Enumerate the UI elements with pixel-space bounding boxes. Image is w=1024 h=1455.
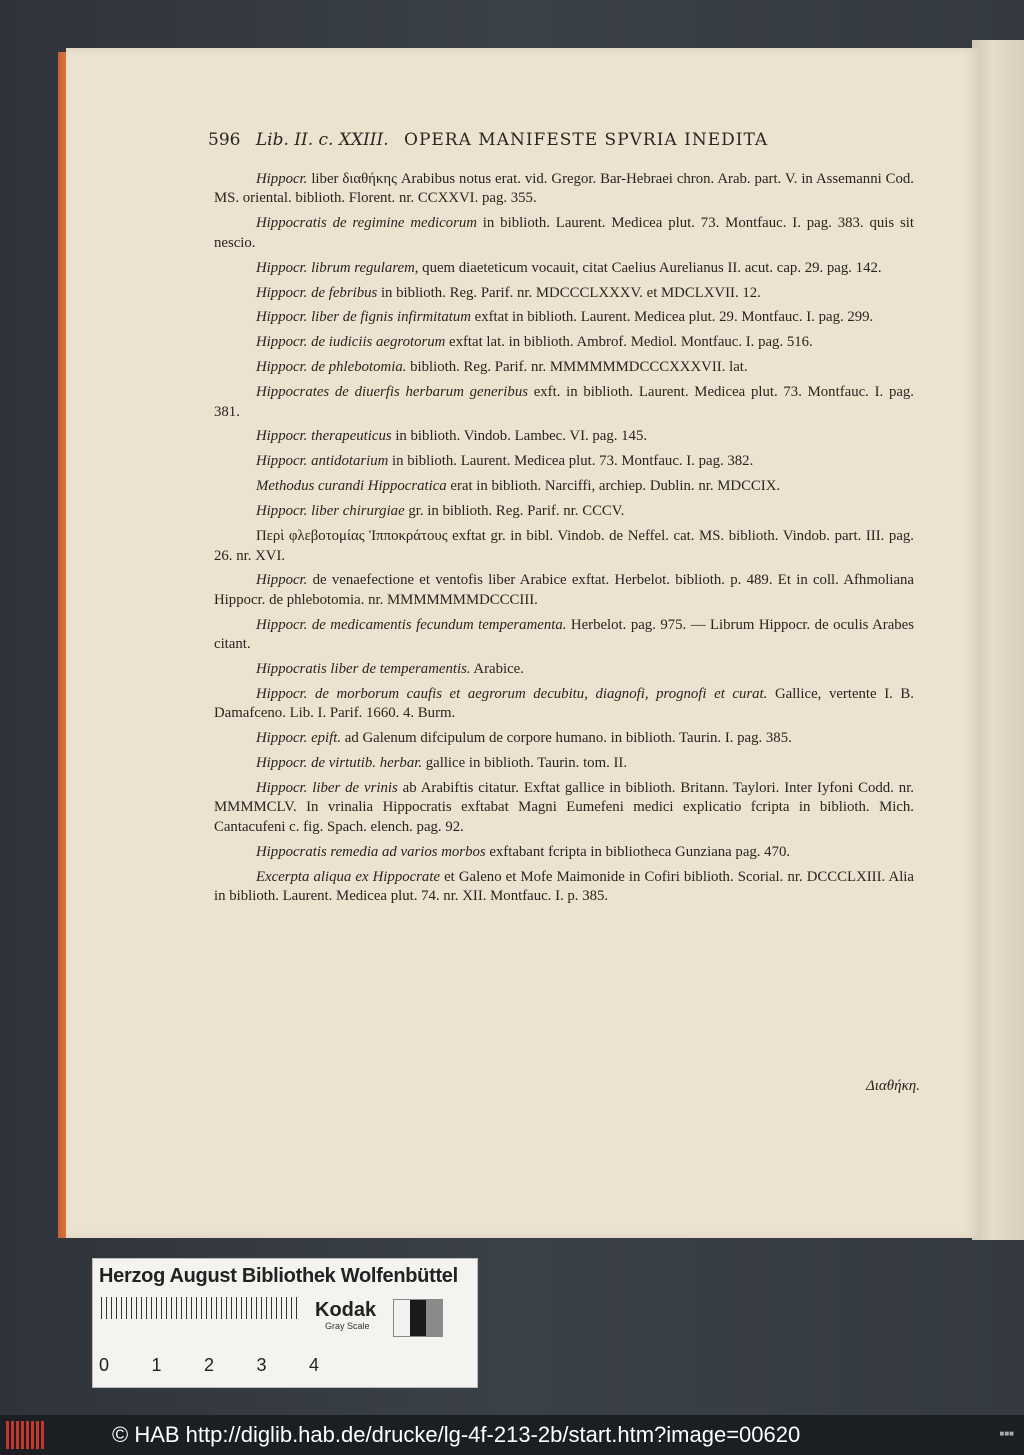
entry-text: quem diaeteticum vocauit, citat Caelius Aurelianus II. acut. cap. 29. pag. 142. xyxy=(418,259,882,276)
bibliography-entry xyxy=(214,333,914,352)
swatch-black xyxy=(410,1300,426,1336)
bibliography-entry xyxy=(214,527,914,566)
bibliography-entry xyxy=(214,502,914,521)
entry-title: Hippocr. de morborum caufis et aegrorum decubitu, diagnofi, prognofi et curat. xyxy=(256,685,768,702)
bibliography-entry xyxy=(214,477,914,496)
bibliography-entry xyxy=(214,284,914,303)
entry-text: exftat in biblioth. Laurent. Medicea plut. 29. Montfauc. I. pag. 299. xyxy=(470,309,874,326)
bibliography-entry xyxy=(214,259,914,278)
kodak-logo: Kodak xyxy=(315,1299,377,1321)
entry-title: Hippocr. antidotarium xyxy=(256,453,389,470)
library-name: Herzog August Bibliothek Wolfenbüttel xyxy=(99,1265,458,1287)
entry-title: Hippocratis liber de temperamentis. xyxy=(256,661,471,678)
running-head xyxy=(208,130,778,150)
ruler-number: 4 xyxy=(308,1355,319,1375)
entry-title: Hippocr. therapeuticus xyxy=(256,428,392,445)
entry-text: Περὶ φλεβοτομίας Ἱπποκράτους exftat gr. in bibl. Vindob. de Neffel. cat. MS. biblioth. Vindob. part. III. pag. 26. nr. XVI. xyxy=(214,528,914,564)
page-number: 596 xyxy=(208,130,241,150)
entry-text: gr. in biblioth. Reg. Parif. nr. CCCV. xyxy=(404,503,625,520)
entry-text: ad Galenum difcipulum de corpore humano. in biblioth. Taurin. I. pag. 385. xyxy=(341,730,792,747)
entry-title: Hippocr. de febribus xyxy=(256,284,378,301)
entry-text: exftabant fcripta in bibliotheca Gunziana pag. 470. xyxy=(485,843,791,860)
entry-text: erat in biblioth. Narciffi, archiep. Dublin. nr. MDCCIX. xyxy=(446,478,781,495)
bibliography-entry xyxy=(214,729,914,748)
entry-text: Herbelot. pag. 975. — Librum Hippocr. de oculis Arabes citant. xyxy=(214,616,914,653)
entry-title: Hippocr. xyxy=(256,572,308,589)
footer-marks: ■■■ xyxy=(999,1429,1014,1438)
color-calibration-card xyxy=(92,1258,478,1388)
ruler-number: 1 xyxy=(151,1355,162,1375)
entry-text: liber διαθήκης Arabibus notus erat. vid. Gregor. Bar-Hebraei chron. Arab. part. V. in Assemanni Cod. MS. oriental. biblioth. Florent. nr. CCXXVI. pag. 355. xyxy=(214,171,914,207)
entry-text: Arabice. xyxy=(470,661,524,678)
bibliography-entry xyxy=(214,571,914,610)
swatch-gray xyxy=(426,1300,442,1336)
entry-title: Hippocr. librum regularem, xyxy=(256,259,419,276)
source-url[interactable]: © HAB http://diglib.hab.de/drucke/lg-4f-213-2b/start.htm?image=00620 xyxy=(112,1422,801,1447)
bibliography-entry xyxy=(214,358,914,377)
entry-text: Gallice, vertente I. B. Damafceno. Lib. I. Parif. 1660. 4. Burm. xyxy=(214,685,914,722)
entry-title: Hippocr. liber de fignis infirmitatum xyxy=(256,309,471,326)
catchword: Διαθήκη. xyxy=(865,1078,920,1094)
entry-text: biblioth. Reg. Parif. nr. MMMMMMDCCCXXXVII. lat. xyxy=(406,359,748,376)
entry-title: Hippocr. de medicamentis fecundum temperamenta. xyxy=(256,616,567,633)
ruler-number: 2 xyxy=(203,1355,214,1375)
ruler-number: 0 xyxy=(99,1355,110,1375)
book-reference: Lib. II. c. XXIII. xyxy=(255,130,389,150)
bibliography-entry xyxy=(214,754,914,773)
entry-text: gallice in biblioth. Taurin. tom. II. xyxy=(422,755,628,772)
entry-text: in biblioth. Laurent. Medicea plut. 73. Montfauc. I. pag. 383. quis sit nescio. xyxy=(214,215,914,251)
entry-title: Hippocrates de diuerfis herbarum generibus xyxy=(256,384,528,401)
body-text xyxy=(214,170,914,912)
entry-text: exftat lat. in biblioth. Ambrof. Mediol. Montfauc. I. pag. 516. xyxy=(445,334,813,351)
hab-logo-icon xyxy=(6,1421,46,1449)
gray-scale-label: Gray Scale xyxy=(325,1321,370,1331)
bibliography-entry xyxy=(214,383,914,422)
bibliography-entry xyxy=(214,616,914,655)
bibliography-entry xyxy=(214,660,914,679)
ruler-number: 3 xyxy=(256,1355,267,1375)
footer-bar xyxy=(0,1415,1024,1455)
entry-title: Hippocr. epift. xyxy=(256,730,342,747)
entry-title: Excerpta aliqua ex Hippocrate xyxy=(256,868,441,885)
swatch-white xyxy=(394,1300,410,1336)
entry-text: in biblioth. Vindob. Lambec. VI. pag. 145. xyxy=(391,428,648,445)
bibliography-entry xyxy=(214,427,914,446)
entry-title: Hippocratis de regimine medicorum xyxy=(256,215,477,232)
entry-title: Hippocr. liber de vrinis xyxy=(256,780,398,797)
bibliography-entry xyxy=(214,452,914,471)
bibliography-entry xyxy=(214,685,914,724)
entry-text: ab Arabiftis citatur. Exftat gallice in biblioth. Britann. Taylori. Inter Iyfoni Codd. nr. MMMMCLV. In vrinalia Hippocratis exftabat Magni Eumefeni medici explicatio fcripta in biblioth. Mich. Cantacufeni c. fig. Spach. elench. pag. 92. xyxy=(214,780,915,835)
gray-swatches xyxy=(393,1299,443,1337)
entry-text: et Galeno et Mofe Maimonide in Cofiri biblioth. Scorial. nr. DCCCLXIII. Alia in biblioth. Laurent. Medicea plut. 74. nr. XII. Montfauc. I. p. 385. xyxy=(214,868,914,905)
entry-title: Hippocr. liber chirurgiae xyxy=(256,503,405,520)
entry-text: in biblioth. Laurent. Medicea plut. 73. Montfauc. I. pag. 382. xyxy=(388,453,754,470)
entry-text: exft. in biblioth. Laurent. Medicea plut. 73. Montfauc. I. pag. 381. xyxy=(214,384,915,420)
entry-title: Hippocr. xyxy=(256,171,308,187)
entry-title: Hippocr. de virtutib. herbar. xyxy=(256,755,423,772)
section-title: OPERA MANIFESTE SPVRIA INEDITA xyxy=(404,130,769,150)
bibliography-entry xyxy=(214,308,914,327)
bibliography-entry xyxy=(214,843,914,862)
entry-title: Hippocr. de iudiciis aegrotorum xyxy=(256,334,446,351)
entry-title: Hippocratis remedia ad varios morbos xyxy=(256,843,486,860)
bibliography-entry xyxy=(214,779,914,837)
bibliography-entry xyxy=(214,214,914,253)
adjacent-page-edge xyxy=(972,40,1024,1240)
entry-title: Methodus curandi Hippocratica xyxy=(256,478,447,495)
entry-text: in biblioth. Reg. Parif. nr. MDCCCLXXXV. et MDCLXVII. 12. xyxy=(377,284,761,301)
bibliography-entry xyxy=(214,868,914,907)
entry-title: Hippocr. de phlebotomia. xyxy=(256,359,407,376)
ruler-scale xyxy=(101,1297,297,1333)
ruler-numbers xyxy=(99,1355,319,1376)
bibliography-entry xyxy=(214,170,914,209)
entry-text: de venaefectione et ventofis liber Arabice exftat. Herbelot. biblioth. p. 489. Et in coll. Afhmoliana Hippocr. de phlebotomia. nr. MMMMMMMDCCCIII. xyxy=(214,572,914,608)
